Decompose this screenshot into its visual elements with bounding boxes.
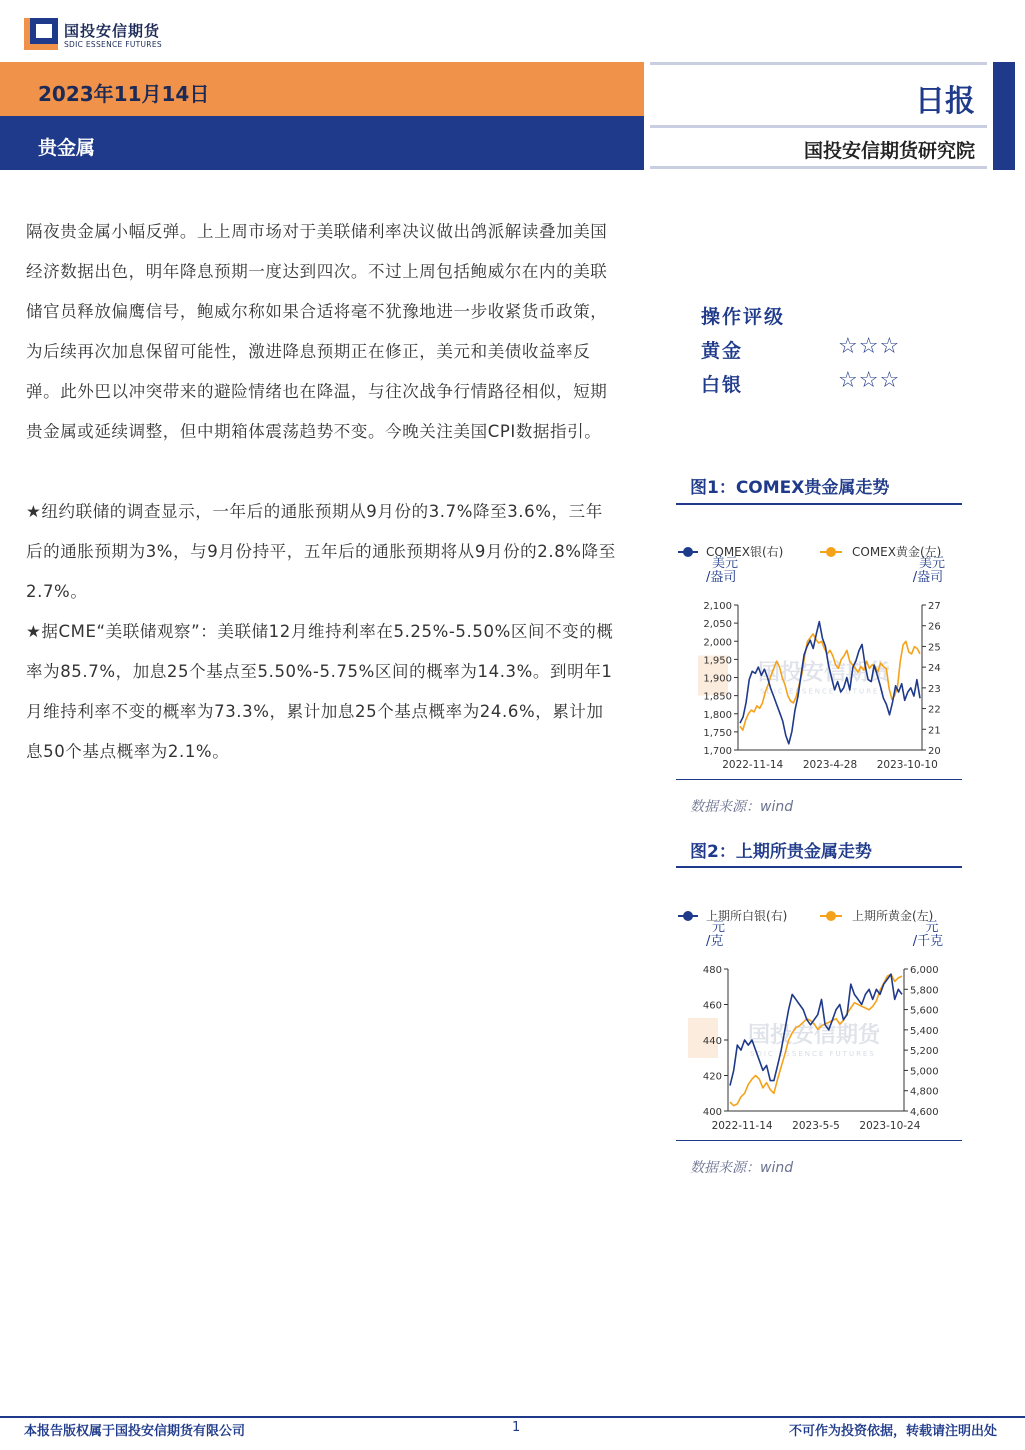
right-axis-tick-label: 4,600 <box>910 1107 939 1118</box>
figure1-source: 数据来源：wind <box>690 799 794 815</box>
left-axis-tick-label: 480 <box>702 965 722 976</box>
right-axis-tick-label: 23 <box>928 683 941 695</box>
right-axis-unit: 美元 <box>918 556 946 571</box>
right-axis-tick-label: 24 <box>928 663 941 675</box>
left-axis-tick-label: 1,700 <box>703 746 732 757</box>
right-axis-tick-label: 6,000 <box>910 965 939 976</box>
right-axis-tick-label: 5,200 <box>910 1046 939 1058</box>
left-axis-tick-label: 2,100 <box>703 601 732 612</box>
rating-stars-silver: ☆☆☆ <box>838 368 901 393</box>
institute-name: 国投安信期货研究院 <box>803 140 975 162</box>
x-axis-tick-label: 2023-5-5 <box>792 1120 840 1132</box>
bullet-inflation-expectations: ★纽约联储的调查显示，一年后的通胀预期从9月份的3.7%降至3.6%，三年后的通胀预期为3%，与9月份持平，五年后的通胀预期将从9月份的2.8%降至2.7%。 <box>26 502 616 601</box>
right-axis-tick-label: 27 <box>928 601 941 612</box>
x-axis-tick-label: 2023-4-28 <box>802 759 858 771</box>
header-divider-bottom <box>650 166 987 169</box>
legend-swatch-marker <box>683 547 693 557</box>
right-axis-unit: 元 <box>925 920 939 935</box>
figure2-title: 图2：上期所贵金属走势 <box>690 842 872 862</box>
legend-swatch-marker <box>826 547 836 557</box>
legend-label: 上期所黄金(左) <box>852 909 934 923</box>
company-name-cn: 国投安信期货 <box>64 22 161 40</box>
left-axis-tick-label: 400 <box>702 1107 722 1118</box>
left-axis-unit: /盎司 <box>706 570 737 585</box>
category-banner <box>0 116 644 170</box>
left-axis-tick-label: 1,850 <box>703 691 732 703</box>
legend-swatch-marker <box>826 911 836 921</box>
x-axis-tick-label: 2023-10-24 <box>859 1120 921 1132</box>
report-body <box>26 212 616 772</box>
header-edge-block <box>993 62 1015 170</box>
rating-title: 操作评级 <box>701 306 786 328</box>
watermark-text-en: SDIC ESSENCE FUTURES <box>760 687 886 696</box>
left-axis-unit: 元 <box>712 920 726 935</box>
right-axis-tick-label: 20 <box>928 746 941 757</box>
summary-paragraph: 隔夜贵金属小幅反弹。上上周市场对于美联储利率决议做出鸽派解读叠加美国经济数据出色，明年降息预期一度达到四次。不过上周包括鲍威尔在内的美联储官员释放偏鹰信号，鲍威尔称如果合适将毫不犹豫地进一步收紧货币政策，为后续再次加息保留可能性，激进降息预期正在修正，美元和美债收益率反弹。此外巴以冲突带来的避险情绪也在降温，与往次战争行情路径相似，短期贵金属或延续调整，但中期箱体震荡趋势不变。今晚关注美国CPI数据指引。 <box>26 222 608 441</box>
left-axis-tick-label: 1,750 <box>703 727 732 739</box>
left-axis-tick-label: 2,050 <box>703 619 732 631</box>
footer-disclaimer: 不可作为投资依据，转载请注明出处 <box>788 1424 997 1439</box>
left-axis-unit: /克 <box>706 934 724 949</box>
left-axis-tick-label: 440 <box>702 1036 722 1047</box>
right-axis-unit: /盎司 <box>912 570 944 585</box>
rating-label-silver: 白银 <box>701 374 744 396</box>
figure2-chart <box>676 899 966 1141</box>
figure1-chart <box>676 535 966 780</box>
figure1-bottom-rule <box>676 779 962 780</box>
figure2-top-rule <box>676 866 962 868</box>
legend-label: 上期所白银(右) <box>706 909 788 923</box>
left-axis-tick-label: 460 <box>702 1000 722 1012</box>
right-axis-tick-label: 5,800 <box>910 985 939 997</box>
legend-label: COMEX黄金(左) <box>852 545 942 559</box>
watermark-text-en: SDIC ESSENCE FUTURES <box>750 1050 876 1058</box>
bullet-cme-fedwatch: ★据CME“美联储观察”：美联储12月维持利率在5.25%-5.50%区间不变的概率为85.7%，加息25个基点至5.50%-5.75%区间的概率为14.3%。到明年1月维持利率不变的概率为73.3%，累计加息25个基点概率为24.6%，累计加息50个基点概率为2.1%。 <box>26 622 614 761</box>
figure2-bottom-rule <box>676 1140 962 1141</box>
right-axis-tick-label: 4,800 <box>910 1086 939 1098</box>
footer-copyright: 本报告版权属于国投安信期货有限公司 <box>24 1424 246 1439</box>
footer-rule <box>0 1416 1025 1418</box>
left-axis-tick-label: 420 <box>702 1071 722 1083</box>
watermark-text-cn: 国投安信期货 <box>758 660 891 686</box>
left-axis-tick-label: 1,900 <box>703 673 732 685</box>
left-axis-tick-label: 1,950 <box>703 655 732 667</box>
legend-swatch-marker <box>683 911 693 921</box>
right-axis-unit: /千克 <box>912 934 944 949</box>
right-axis-tick-label: 21 <box>928 725 941 737</box>
right-axis-tick-label: 22 <box>928 704 941 716</box>
right-axis-tick-label: 5,600 <box>910 1005 939 1017</box>
figure2-source: 数据来源：wind <box>690 1160 794 1176</box>
report-category: 贵金属 <box>38 137 96 159</box>
left-axis-tick-label: 2,000 <box>703 637 732 649</box>
left-axis-tick-label: 1,800 <box>703 709 732 721</box>
figure1-title: 图1：COMEX贵金属走势 <box>690 478 890 498</box>
right-axis-tick-label: 5,400 <box>910 1025 939 1037</box>
left-axis-unit: 美元 <box>712 556 739 571</box>
header-divider-mid <box>650 125 987 128</box>
x-axis-tick-label: 2022-11-14 <box>722 759 784 771</box>
report-type: 日报 <box>915 84 975 119</box>
rating-stars-gold: ☆☆☆ <box>838 334 901 359</box>
right-axis-tick-label: 26 <box>928 621 941 633</box>
header-divider-top <box>650 62 987 65</box>
x-axis-tick-label: 2022-11-14 <box>711 1120 773 1132</box>
report-date: 2023年11月14日 <box>38 82 210 106</box>
watermark-text-cn: 国投安信期货 <box>748 1023 881 1048</box>
rating-label-gold: 黄金 <box>701 340 744 362</box>
page-number: 1 <box>512 1420 521 1435</box>
legend-label: COMEX银(右) <box>706 545 784 559</box>
right-axis-tick-label: 5,000 <box>910 1066 939 1078</box>
x-axis-tick-label: 2023-10-10 <box>876 759 938 771</box>
company-logo-mark <box>24 18 58 50</box>
company-name-en: SDIC ESSENCE FUTURES <box>64 40 162 49</box>
figure1-top-rule <box>676 503 962 505</box>
right-axis-tick-label: 25 <box>928 642 941 654</box>
